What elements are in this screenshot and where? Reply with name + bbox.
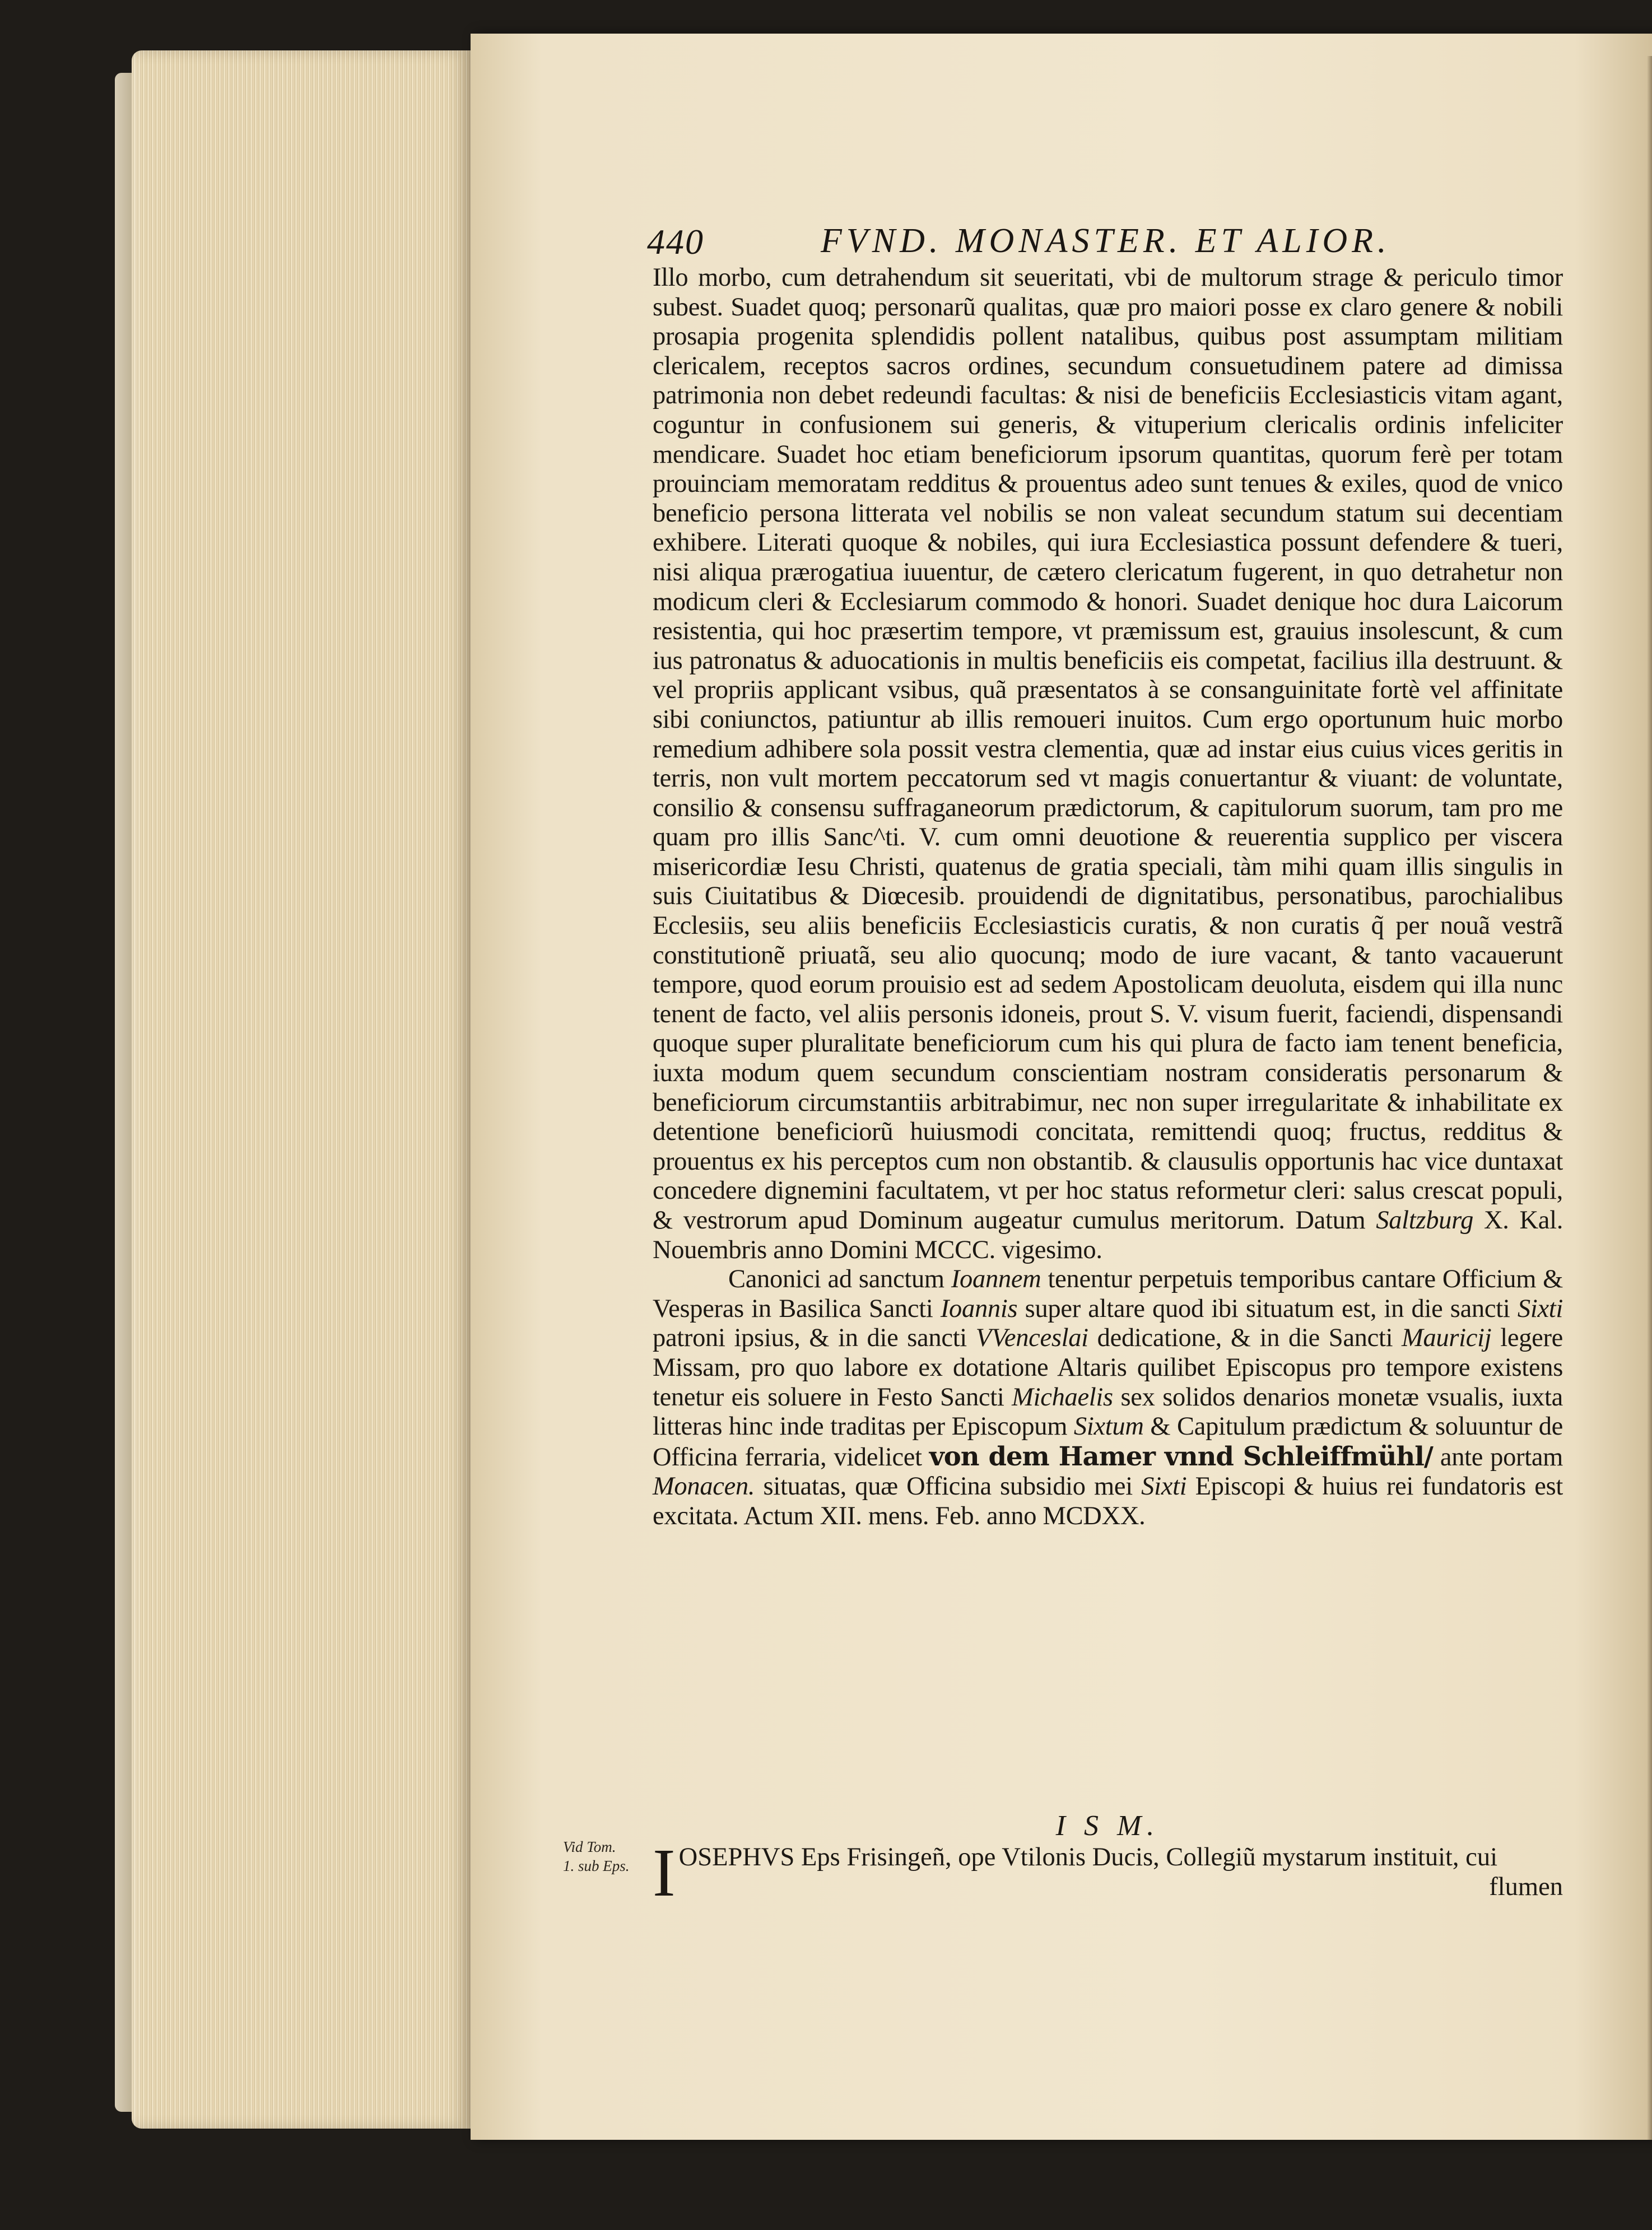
running-title: FVND. MONASTER. ET ALIOR.: [821, 222, 1391, 260]
paragraph-1-text: Illo morbo, cum detrahendum sit seueritati, vbi de multorum strage & periculo timor subest. Suadet quoq; personarũ qualitas, quæ pro maiori posse ex claro genere & nobili prosapia progenita splendidis pollent natalibus, quibus post assumptam militiam clericalem, receptos sacros ordines, secundum consuetudinem patere ad dimissa patrimonia non debet redeundi facultas: & nisi de beneficiis Ecclesiasticis vitam agant, coguntur in confusionem sui generis, & vituperium clericalis ordinis infeliciter mendicare. Suadet hoc etiam beneficiorum ipsorum quantitas, quorum ferè per totam prouinciam memoratam redditus & prouentus adeo sunt tenues & exiles, quod de vnico beneficio persona litterata vel nobilis se non valeat secundum statum sui decentiam exhibere. Literati quoque & nobiles, qui iura Ecclesiastica possunt defendere & tueri, nisi aliqua prærogatiua iuuentur, de cætero clericatum fugerent, in quo detrahetur non modicum cleri & Ecclesiarum commodo & honori. Suadet denique hoc dura Laicorum resistentia, qui hoc præsertim tempore, vt præmissum est, grauius insolescunt, & cum ius patronatus & aduocationis in multis beneficiis eis competat, facilius illa destruunt. & vel propriis applicant vsibus, quã præsentatos à se consanguinitate fortè vel affinitate sibi coniunctos, patiuntur ab illis remoueri inuitos. Cum ergo oportunum huic morbo remedium adhibere sola possit vestra clementia, quæ ad instar eius cuius vices geritis in terris, non vult mortem peccatorum sed vt magis conuertantur & viuant: de voluntate, consilio & consensu suffraganeorum prædictorum, & capitulorum suorum, tam pro me quam pro illis Sanc^ti. V. cum omni deuotione & reuerentia supplico per viscera misericordiæ Iesu Christi, quatenus de gratia speciali, tàm mihi quam illis singulis in suis Ciuitatibus & Diœcesib. prouidendi de dignitatibus, personatibus, parochialibus Ecclesiis, seu aliis beneficiis Ecclesiasticis curatis, & non curatis q̃ per nouã vestrã constitutionẽ priuatã, seu alio quocunq; modo de iure vacant, & tanto vacauerunt tempore, quod eorum prouisio est ad sedem Apostolicam deuoluta, eisdem qui illa nunc tenent de facto, vel aliis personis idoneis, prout S. V. visum fuerit, faciendi, dispensandi quoque super pluralitate beneficiorum cum his qui plura de facto iam tenent beneficia, iuxta modum quem secundum conscientiam nostram consideratis personarum & beneficiorum circumstantiis arbitrabimur, nec non super irregularitate & inhabilitate ex detentione beneficiorũ huiusmodi concitata, remittendi quoq; fructus, redditus & prouentus ex his perceptos cum non obstantib. & clausulis opportunis hac vice duntaxat concedere dignemini facultatem, vt per hoc status reformetur cleri: salus crescat populi, & vestrorum apud Dominum augeatur cumulus meritorum. Datum: [653, 263, 1563, 1235]
place-name: Saltzburg: [1376, 1206, 1474, 1235]
drop-cap: I: [653, 1835, 676, 1911]
section-first-paragraph: [653, 1835, 1563, 1911]
page-block-edge: [132, 50, 471, 2129]
margin-note-line-1: Vid Tom.: [563, 1838, 616, 1855]
running-head: [647, 221, 1571, 260]
margin-note: [563, 1837, 647, 1875]
section-first-line: OSEPHVS Eps Frisingeñ, ope Vtilonis Ducis, Collegiũ mystarum instituit, cui: [678, 1843, 1497, 1871]
catchword: flumen: [1489, 1872, 1563, 1901]
page-number: 440: [647, 222, 704, 262]
paragraph-2: Canonici ad sanctum Ioannem tenentur perpetuis temporibus cantare Officium & Vesperas in Basilica Sancti Ioannis super altare quod ibi situatum est, in die sancti Sixti patroni ipsius, & in die sancti VVenceslai dedicatione, & in die Sancti Mauricij legere Missam, pro quo labore ex dotatione Altaris quilibet Episcopus pro tempore existens tenetur eis soluere in Festo Sancti Michaelis sex solidos denarios monetæ vsualis, iuxta litteras hinc inde traditas per Episcopum Sixtum & Capitulum prædictum & soluuntur de Officina ferraria, videlicet von dem Hamer vnnd Schleiffmühl/ ante portam Monacen. situatas, quæ Officina subsidio mei Sixti Episcopi & huius rei fundatoris est excitata. Actum XII. mens. Feb. anno MCDXX.: [653, 1265, 1563, 1530]
german-phrase: von dem Hamer vnnd Schleiffmühl/: [929, 1440, 1433, 1472]
section-heading: I S M.: [1055, 1810, 1160, 1842]
paragraph-1: [653, 263, 1563, 1265]
gutter-shadow: [1647, 56, 1652, 2140]
margin-note-line-2: 1. sub Eps.: [563, 1857, 630, 1874]
date-text: X. Kal. Nouembris anno Domini MCCC. vigesimo.: [653, 1206, 1563, 1264]
body-text: [653, 263, 1563, 1531]
